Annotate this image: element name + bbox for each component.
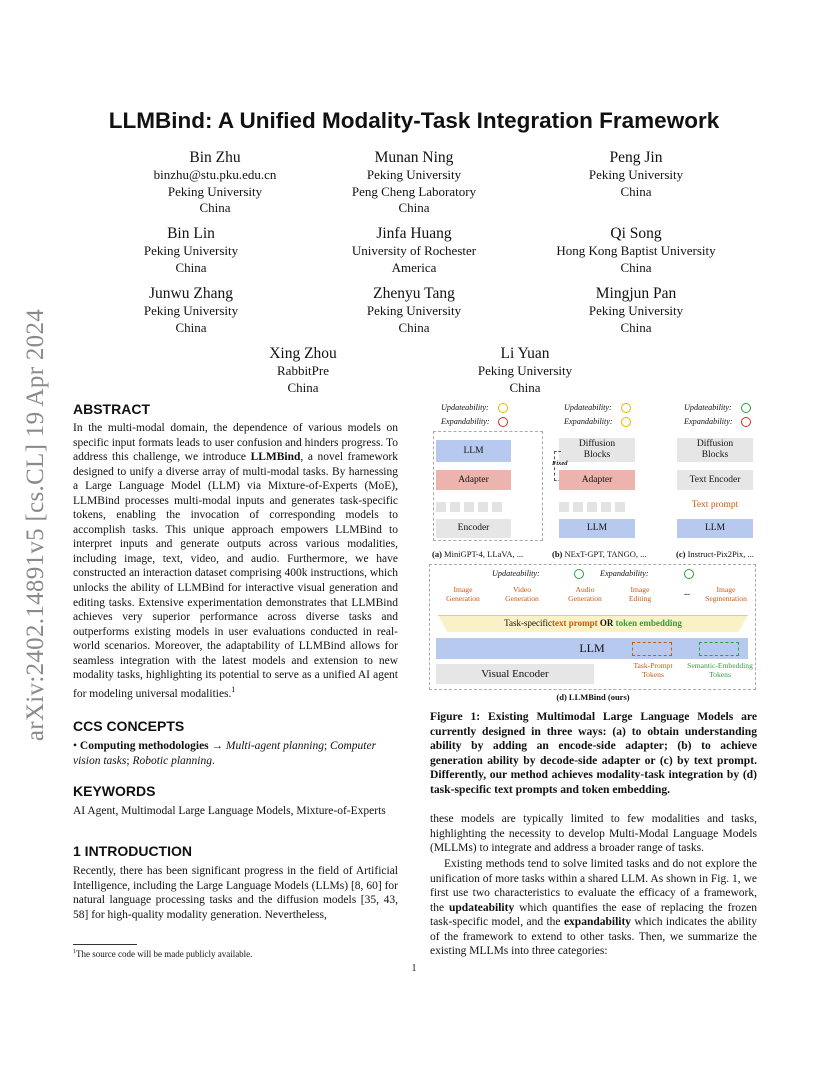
keywords-heading: KEYWORDS: [73, 783, 156, 799]
semantic-embedding-tokens-icon: [699, 642, 739, 656]
ccs-heading: CCS CONCEPTS: [73, 718, 185, 734]
author-block: [516, 149, 756, 200]
author-name: Zhenyu Tang: [373, 285, 455, 302]
arxiv-id: arXiv:2402.14891v5 [cs.CL] 19 Apr 2024: [22, 308, 49, 742]
author-affil: Peng Cheng Laboratory: [351, 183, 477, 199]
author-country: China: [620, 183, 652, 199]
author-affil: Peking University: [143, 243, 239, 258]
diffusion-blocks-box: Diffusion Blocks: [559, 438, 635, 462]
author-country: America: [391, 259, 437, 275]
author-block: [516, 285, 756, 336]
author-block: [294, 225, 534, 276]
diffusion-blocks-box: Diffusion Blocks: [677, 438, 753, 462]
figure-1: [428, 398, 758, 708]
author-country: China: [509, 379, 541, 395]
author-country: China: [199, 200, 231, 215]
author-country: China: [398, 200, 430, 215]
author-affil: Peking University: [143, 303, 239, 318]
abstract-text: In the multi-modal domain, the dependence of various models on specific input formats leads to user confusion and hinders progress. To address this challenge, we introduce LLMBind, a novel framework designed to unify a diverse array of multi-modal tasks. By harnessing a Large Language Model (LLM) via Mixture-of-Experts (MoE), LLMBind processes multi-modal inputs and generates task-specific tokens, enabling the invocation of corresponding models to accomplish tasks. This unique approach empowers LLMBind to interpret inputs and generate outputs across various modalities, including image, text, video, and audio. Furthermore, we have constructed an interaction dataset comprising 400k instructions, which unlocks the ability of LLMBind for interactive visual generation and editing tasks. Extensive experimentation demonstrates that LLMBind achieves very superior performance across diverse tasks and outperforms existing models in user evaluations conducted in real-world scenarios. Moreover, the adaptability of LLMBind allows for seamless integration with the latest models and extension to new modality tasks, highlighting its potential to serve as a unified AI agent for modeling universal modalities.$^1$: [73, 422, 399, 700]
author-affil: Peking University: [588, 303, 684, 318]
sad-face-icon: [741, 417, 751, 427]
expandability-label: Expandability:: [441, 417, 490, 426]
task-prompt-tokens-icon: [632, 642, 672, 656]
task-band-text: Task-specific text prompt OR token embedding: [504, 617, 682, 628]
footnote-mark: 1: [231, 684, 236, 694]
expandability-label: Expandability:: [600, 569, 649, 578]
llm-box: LLM: [677, 519, 753, 538]
updateability-label: Updateability:: [564, 403, 612, 412]
adapter-box: Adapter: [436, 470, 511, 490]
author-country: China: [175, 319, 207, 335]
abstract-heading: ABSTRACT: [73, 401, 150, 417]
paper-title: LLMBind: A Unified Modality-Task Integration Framework: [108, 108, 720, 133]
neutral-face-icon: [621, 403, 631, 413]
author-block: [294, 285, 534, 336]
neutral-face-icon: [498, 403, 508, 413]
right-paragraph-2: Existing methods tend to solve limited tasks and do not explore the unification of more tasks within a shared LLM. As shown in Fig. 1, we first use two characteristics to evaluate the efficacy of a framework, the updateability which quantifies the ease of replacing the frozen task-specific model, and the expandability which indicates the ability of the framework to extend to other tasks. Then, we summarize the existing MLLMs into three categories:: [430, 858, 757, 958]
fixed-label: Fixed: [552, 460, 568, 467]
panel-d-label: (d) LLMBind (ours): [556, 692, 630, 702]
intro-text: Recently, there has been significant progress in the field of Artificial Intelligence, including the Large Language Models (LLMs) [8, 60] for natural language processing tasks and the diffusion models [35, 43, 58] for high-quality modality generation. Nevertheless,: [73, 865, 398, 921]
neutral-face-icon: [621, 417, 631, 427]
author-block: [405, 345, 645, 396]
author-name: Jinfa Huang: [376, 225, 452, 242]
right-paragraph-1: these models are typically limited to few modalities and tasks, highlighting the necessity to develop Multi-Modal Language Models (MLLMs) to integrate and address a broader range of tasks.: [430, 813, 757, 855]
author-country: China: [620, 259, 652, 275]
task-ellipsis: ...: [684, 588, 690, 597]
author-affil: Hong Kong Baptist University: [556, 243, 716, 258]
author-name: Munan Ning: [374, 149, 454, 166]
author-affil: Peking University: [167, 183, 263, 199]
expandability-label: Expandability:: [564, 417, 613, 426]
keywords-text: AI Agent, Multimodal Large Language Models, Mixture-of-Experts: [73, 805, 386, 817]
semantic-embedding-tokens-label: Semantic-Embedding Tokens: [687, 661, 753, 679]
llm-box: LLM: [436, 440, 511, 462]
author-affil: Peking University: [366, 167, 462, 182]
adapter-box: Adapter: [559, 470, 635, 490]
updateability-label: Updateability:: [441, 403, 489, 412]
author-name: Mingjun Pan: [595, 285, 677, 302]
page-number: 1: [411, 963, 417, 974]
arxiv-stamp: [14, 285, 58, 765]
llm-box: LLM: [436, 638, 748, 659]
panel-b-label: (b) NExT-GPT, TANGO, ...: [552, 549, 647, 559]
author-block: [294, 149, 534, 217]
smile-face-icon: [574, 569, 584, 579]
author-affil: Peking University: [588, 167, 684, 182]
encoder-box: Encoder: [436, 519, 511, 538]
smile-face-icon: [684, 569, 694, 579]
author-name: Li Yuan: [500, 345, 550, 362]
author-country: China: [175, 259, 207, 275]
task-prompt-tokens-label: Task-Prompt Tokens: [633, 661, 673, 679]
author-block: [516, 225, 756, 276]
author-affil: RabbitPre: [277, 363, 329, 378]
author-country: China: [398, 319, 430, 335]
author-name: Bin Lin: [167, 225, 215, 242]
smile-face-icon: [741, 403, 751, 413]
author-name: Junwu Zhang: [149, 285, 233, 302]
task-label: Audio Generation: [568, 585, 602, 603]
author-block: [183, 345, 423, 396]
text-prompt-label: Text prompt: [691, 499, 739, 510]
author-affil: Peking University: [366, 303, 462, 318]
author-affil: Peking University: [477, 363, 573, 378]
author-affil: University of Rochester: [351, 243, 477, 258]
author-name: Xing Zhou: [269, 345, 337, 362]
text-encoder-box: Text Encoder: [677, 470, 753, 490]
updateability-label: Updateability:: [492, 569, 540, 578]
ccs-text: • Computing methodologies → Multi-agent planning; Computer vision tasks; Robotic planning.: [73, 740, 377, 767]
task-label: Image Segmentation: [705, 585, 747, 603]
author-country: China: [287, 379, 319, 395]
llm-box: LLM: [559, 519, 635, 538]
panel-a-label: (a) MiniGPT-4, LLaVA, ...: [432, 549, 524, 559]
author-block: [71, 225, 311, 276]
footnote: $^1$The source code will be made publicly available.: [73, 949, 253, 959]
task-label: Image Editing: [628, 585, 652, 603]
author-block: [71, 285, 311, 336]
author-email: binzhu@stu.pku.edu.cn: [153, 167, 277, 182]
author-name: Peng Jin: [609, 149, 663, 166]
figure-caption: Figure 1: Existing Multimodal Large Language Models are currently designed in three ways: (a) to obtain understanding ability by adding an encode-side adapter; (b) to achieve generation ability by decode-side adapter or (c) by text prompt. Differently, our method achieves modality-task integration by (d) task-specific text prompts and token embedding.: [430, 710, 757, 796]
author-country: China: [620, 319, 652, 335]
llmbind-name: LLMBind: [250, 451, 301, 464]
intro-heading: 1 INTRODUCTION: [73, 843, 192, 859]
footnote-rule: [73, 944, 137, 945]
updateability-label: Updateability:: [684, 403, 732, 412]
author-name: Bin Zhu: [189, 149, 241, 166]
author-name: Qi Song: [610, 225, 662, 242]
sad-face-icon: [498, 417, 508, 427]
task-label: Image Generation: [446, 585, 480, 603]
expandability-label: Expandability:: [684, 417, 733, 426]
task-label: Video Generation: [505, 585, 539, 603]
visual-encoder-box: Visual Encoder: [436, 664, 594, 684]
panel-c-label: (c) Instruct-Pix2Pix, ...: [676, 549, 754, 559]
